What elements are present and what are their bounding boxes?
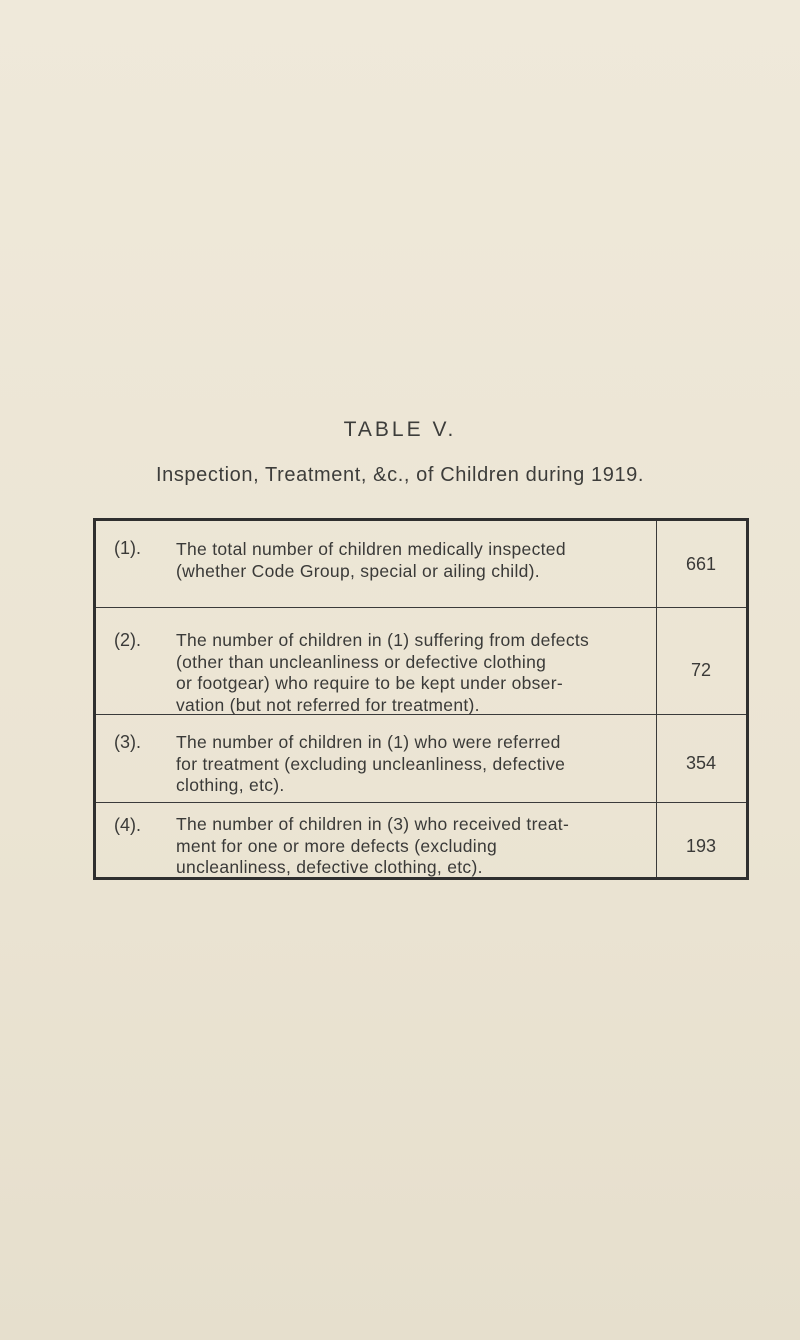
row-description	[176, 814, 646, 879]
row-number: (4).	[114, 815, 141, 835]
table-row-1	[96, 521, 746, 608]
row-value: 72	[690, 660, 712, 680]
row-description-line: uncleanliness, defective clothing, etc).	[176, 857, 483, 877]
row-description-line: vation (but not referred for treatment).	[176, 694, 480, 715]
row-description	[176, 539, 646, 582]
statistics-table	[93, 518, 749, 880]
row-description-line: (whether Code Group, special or ailing child).	[176, 560, 540, 581]
row-description	[176, 732, 646, 797]
row-description-line: (other than uncleanliness or defective clothing	[176, 651, 547, 672]
row-description-line: for treatment (excluding uncleanliness, defective	[176, 753, 566, 774]
table-title: TABLE V.	[343, 418, 457, 441]
row-value: 193	[685, 836, 717, 856]
row-value: 661	[685, 554, 717, 574]
row-number: (1).	[114, 538, 141, 558]
row-description-line: or footgear) who require to be kept under obser-	[176, 673, 563, 693]
row-description	[176, 630, 646, 716]
row-description-line: clothing, etc).	[176, 775, 285, 795]
row-description-line: The number of children in (1) suffering from defects	[176, 630, 590, 650]
table-row-4	[96, 803, 746, 877]
table-row-3	[96, 715, 746, 803]
table-subtitle: Inspection, Treatment, &c., of Children during 1919.	[155, 464, 645, 486]
row-number: (2).	[114, 630, 141, 650]
row-value: 354	[685, 753, 717, 773]
row-description-line: The total number of children medically inspected	[176, 539, 566, 559]
row-description-line: The number of children in (1) who were referred	[176, 732, 561, 752]
row-description-line: ment for one or more defects (excluding	[176, 835, 498, 856]
row-number: (3).	[114, 732, 141, 752]
table-row-2	[96, 608, 746, 715]
row-description-line: The number of children in (3) who received treat-	[176, 814, 570, 834]
